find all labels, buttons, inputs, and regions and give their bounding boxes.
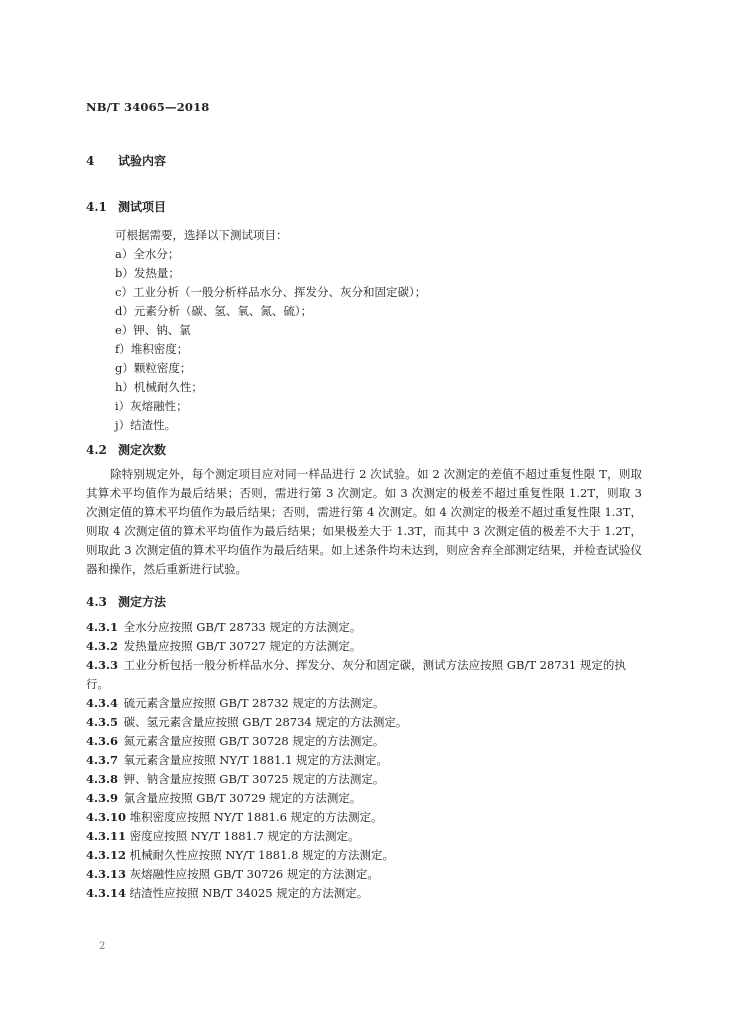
- clause-4-3-12: [86, 846, 642, 865]
- clause-text: 碳、氢元素含量应按照 GB/T 28734 规定的方法测定。: [123, 715, 408, 729]
- clause-text: 结渣性应按照 NB/T 34025 规定的方法测定。: [129, 886, 369, 900]
- clause-4-3-2: [86, 637, 642, 656]
- list-item: f）堆积密度；: [115, 342, 189, 356]
- clause-number: 4.3.5: [86, 715, 119, 729]
- section-4-3-heading: [86, 593, 166, 610]
- clause-number: 4.3.4: [86, 696, 119, 710]
- list-item: b）发热量；: [115, 266, 180, 280]
- clause-text: 全水分应按照 GB/T 28733 规定的方法测定。: [123, 620, 362, 634]
- section-title: 试验内容: [118, 154, 167, 168]
- clause-4-3-9: [86, 789, 642, 808]
- clause-4-3-7: [86, 751, 642, 770]
- clause-text: 密度应按照 NY/T 1881.7 规定的方法测定。: [129, 829, 360, 843]
- list-item: j）结渣性。: [115, 418, 177, 432]
- list-item: h）机械耐久性；: [115, 380, 203, 394]
- clause-text: 硫元素含量应按照 GB/T 28732 规定的方法测定。: [123, 696, 385, 710]
- intro-text: 可根据需要，选择以下测试项目：: [115, 228, 288, 242]
- clause-number: 4.3.10: [86, 810, 127, 824]
- clause-number: 4.3.14: [86, 886, 127, 900]
- list-item: c）工业分析（一般分析样品水分、挥发分、灰分和固定碳）；: [115, 285, 427, 299]
- clause-4-3-13: [86, 865, 642, 884]
- clause-number: 4.3.12: [86, 848, 127, 862]
- clause-number: 4.3.9: [86, 791, 119, 805]
- list-item: e）钾、钠、氯: [115, 323, 191, 337]
- section-title: 测试项目: [118, 200, 167, 214]
- clause-text: 发热量应按照 GB/T 30727 规定的方法测定。: [123, 639, 362, 653]
- clause-4-3-5: [86, 713, 642, 732]
- clause-number: 4.3.8: [86, 772, 119, 786]
- clause-4-3-6: [86, 732, 642, 751]
- clause-4-3-1: [86, 618, 642, 637]
- section-title: 测定方法: [118, 595, 167, 609]
- clause-number: 4.3.6: [86, 734, 119, 748]
- clause-number: 4.3.7: [86, 753, 119, 767]
- list-item: i）灰熔融性；: [115, 399, 188, 413]
- paragraph: 除特别规定外，每个测定项目应对同一样品进行 2 次试验。如 2 次测定的差值不超过重复性限 T，则取其算术平均值作为最后结果；否则，需进行第 3 次测定。如 3 次测定的极差不超过重复性限 1.2T，则取 3 次测定值的算术平均值作为最后结果；否则，需进行第 4 次测定。如 4 次测定的极差不超过重复性限 1.3T，则取 4 次测定值的算术平均值作为最后结果；如果极差大于 1.3T，而其中 3 次测定值的极差不大于 1.2T，则取此 3 次测定值的算术平均值作为最后结果。如上述条件均未达到，则应舍弃全部测定结果，并检查试验仪器和操作，然后重新进行试验。: [86, 467, 642, 576]
- clause-number: 4.3.13: [86, 867, 127, 881]
- clause-text: 灰熔融性应按照 GB/T 30726 规定的方法测定。: [129, 867, 379, 881]
- section-number: 4: [86, 154, 95, 168]
- clause-text: 钾、钠含量应按照 GB/T 30725 规定的方法测定。: [123, 772, 385, 786]
- clause-4-3-4: [86, 694, 642, 713]
- clause-4-3-10: [86, 808, 642, 827]
- standard-number: NB/T 34065—2018: [86, 100, 210, 114]
- clause-text: 工业分析包括一般分析样品水分、挥发分、灰分和固定碳，测试方法应按照 GB/T 28731 规定的执行。: [86, 658, 626, 691]
- section-title: 测定次数: [118, 443, 167, 457]
- section-4-2-heading: [86, 441, 166, 458]
- clause-4-3-8: [86, 770, 642, 789]
- clause-number: 4.3.3: [86, 658, 119, 672]
- clause-number: 4.3.2: [86, 639, 119, 653]
- clause-number: 4.3.1: [86, 620, 119, 634]
- page-number: 2: [99, 941, 106, 952]
- clause-text: 堆积密度应按照 NY/T 1881.6 规定的方法测定。: [129, 810, 383, 824]
- section-number: 4.3: [86, 595, 107, 609]
- clause-text: 氧元素含量应按照 NY/T 1881.1 规定的方法测定。: [123, 753, 389, 767]
- clause-text: 机械耐久性应按照 NY/T 1881.8 规定的方法测定。: [129, 848, 395, 862]
- clause-4-3-14: [86, 884, 642, 903]
- section-number: 4.2: [86, 443, 107, 457]
- clause-text: 氯含量应按照 GB/T 30729 规定的方法测定。: [123, 791, 362, 805]
- list-item: a）全水分；: [115, 247, 180, 261]
- list-item: d）元素分析（碳、氢、氧、氮、硫）；: [115, 304, 313, 318]
- section-4-heading: [86, 152, 166, 169]
- clause-4-3-11: [86, 827, 642, 846]
- section-number: 4.1: [86, 200, 107, 214]
- clause-text: 氮元素含量应按照 GB/T 30728 规定的方法测定。: [123, 734, 385, 748]
- clause-4-3-3: [86, 656, 642, 694]
- clause-number: 4.3.11: [86, 829, 127, 843]
- list-item: g）颗粒密度；: [115, 361, 192, 375]
- section-4-1-heading: [86, 198, 166, 215]
